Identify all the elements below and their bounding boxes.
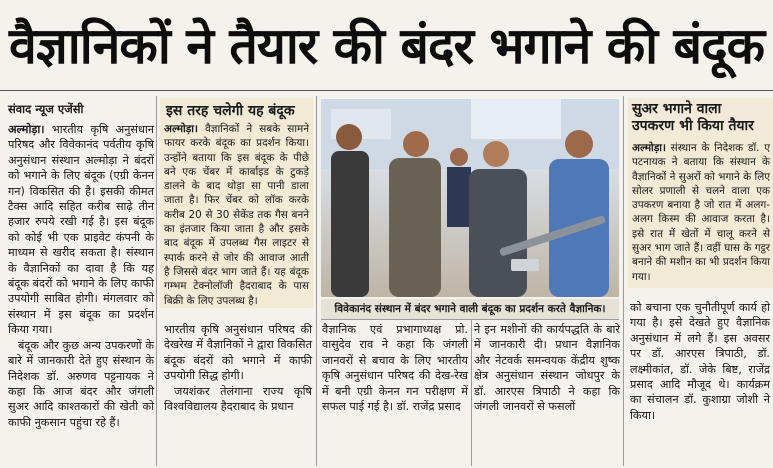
col2-heading: इस तरह चलेगी यह बंदूक xyxy=(162,99,299,122)
dateline: अल्मोड़ा। xyxy=(8,123,45,136)
col1-paragraph-2: बंदूक और कुछ अन्य उपकरणों के बारे में जानकारी देते हुए संस्थान के निदेशक डॉ. अरुणव पट्टनायक ने कहा कि आज बंदर और जंगली सुअर आदि काश्तकारों की खेती को काफी नुकसान पहुंचा रहे हैं। xyxy=(8,338,154,429)
column-5-bottom: को बचाना एक चुनौतीपूर्ण कार्य हो गया है। इसे देखते हुए वैज्ञानिक अनुसंधान में लगे हैं। इस अवसर पर डॉ. आरएस त्रिपाठी, डॉ. लक्ष्मीकांत, डॉ. जेके बिष्ट, राजेंद्र प्रसाद आदि मौजूद थे। कार्यक्रम का संचालन डॉ. कुशाग्रा जोशी ने किया। xyxy=(630,301,770,422)
byline: संवाद न्यूज एजेंसी xyxy=(8,102,84,116)
column-5-box-text: अल्मोड़ा। संस्थान के निदेशक डॉ. ए पटनायक ने बताया कि संस्थान के वैज्ञानिकों ने सुअरों को भगाने के लिए सोलर प्रणाली से चलने वाला एक उपकरण बनाया है जो रात में अलग-अलग किस्म की आवाज करता है। इसे रात में खेतों में चालू करने से सुअर भाग जाते हैं। वहीं घास के गट्ठर बनाने की मशीन का भी प्रदर्शन किया गया। xyxy=(632,142,770,283)
col1-paragraph-1: अल्मोड़ा। भारतीय कृषि अनुसंधान परिषद और विवेकानंद पर्वतीय कृषि अनुसंधान संस्थान अल्मोड़ा ने बंदरों को भगाने के लिए बंदूक (एग्री केनन गन) विकसित की है। इसकी कीमत टैक्स आदि सहित करीब साढ़े तीन हजार रुपये रखी गई है। इस बंदूक को कोई भी एक प्राइवेट कंपनी के माध्यम से खरीद सकता है। संस्थान के वैज्ञानिकों का दावा है कि यह बंदूक बंदरों को भगाने के लिए काफी उपयोगी साबित होगी। मंगलवार को संस्थान में इस बंदूक का प्रदर्शन किया गया। xyxy=(8,123,154,337)
column-divider xyxy=(623,96,624,466)
photo-caption: विवेकानंद संस्थान में बंदर भगाने वाली बंदूक का प्रदर्शन करते वैज्ञानिक। xyxy=(321,299,619,320)
column-1 xyxy=(8,122,154,430)
event-photo xyxy=(321,99,619,297)
col5-heading: सुअर भगाने वाला उपकरण भी किया तैयार xyxy=(630,99,769,137)
column-divider xyxy=(156,96,157,466)
column-4: ने इन मशीनों की कार्यपद्धति के बारे में जानकारी दी। प्रधान वैज्ञानिक और नेटवर्क समन्वयक केंद्रीय शुष्क क्षेत्र अनुसंधान संस्थान जोधपुर के डॉ. आरएस त्रिपाठी ने कहा कि जंगली जानवरों से फसलों xyxy=(474,323,620,414)
column-divider xyxy=(471,320,472,466)
column-2-box-text: अल्मोड़ा। वैज्ञानिकों ने सबके सामने फायर करके बंदूक का प्रदर्शन किया। उन्होंने बताया कि इस बंदूक के पीछे बने एक चेंबर में कार्बाइड के टुकड़े डालने के बाद थोड़ा सा पानी डाला जाता है। फिर चेंबर को लॉक करके करीब 20 से 30 सेकेंड तक गैस बनने का इंतजार किया जाता है और इसके बाद बंदूक में उपलब्ध गैस लाइटर से स्पार्क करने से जोर की आवाज आती है जिससे बंदर भाग जाते हैं। यह बंदूक गम्भम टेक्नोलॉजी हैदराबाद के पास बिक्री के लिए उपलब्ध है। xyxy=(164,123,309,307)
column-divider xyxy=(316,96,317,466)
column-3: वैज्ञानिक एवं प्रभागाध्यक्ष प्रो. वासुदेव राव ने कहा कि जंगली जानवरों से बचाव के लिए भारतीय कृषि अनुसंधान परिषद की देख-रेख में बनी एग्री केनन गन परीक्षण में सफल पाई गई है। डॉ. राजेंद्र प्रसाद xyxy=(322,323,468,414)
col2-dateline: अल्मोड़ा। xyxy=(164,123,198,135)
photo-illustration xyxy=(321,99,619,297)
column-2-bottom: भारतीय कृषि अनुसंधान परिषद की देखरेख में वैज्ञानिकों ने द्वारा विकसित बंदूक बंदरों को भगाने में काफी उपयोगी सिद्ध होगी। जयशंकर तेलंगाना राज्य कृषि विश्वविद्यालय हैदराबाद के प्रधान xyxy=(164,323,312,414)
headline-rule xyxy=(0,90,773,91)
headline: वैज्ञानिकों ने तैयार की बंदर भगाने की बंदूक xyxy=(8,17,765,75)
col5-dateline: अल्मोड़ा। xyxy=(632,142,666,154)
